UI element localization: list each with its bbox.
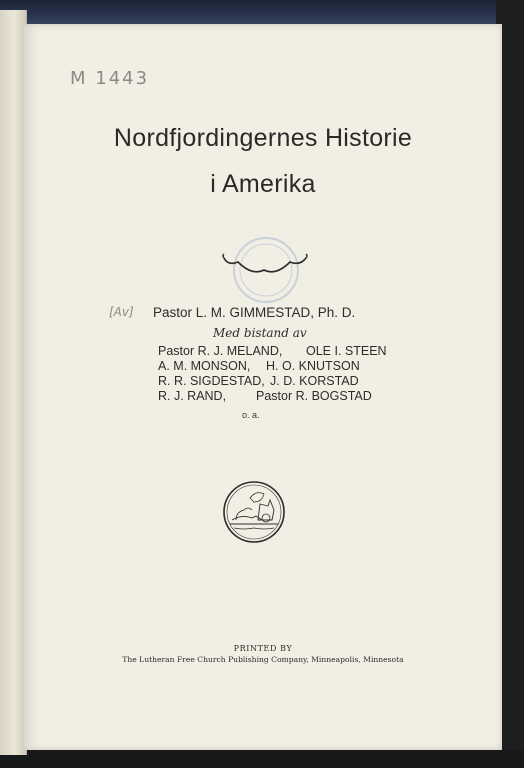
contributor-right: Pastor R. BOGSTAD: [256, 389, 372, 403]
contributor-left: R. J. RAND,: [158, 389, 227, 403]
others-abbreviation: o. a.: [242, 410, 260, 420]
author-name: Pastor L. M. GIMMESTAD, Ph. D.: [153, 305, 356, 320]
publisher-logo-icon: [222, 480, 286, 544]
book-title-line-2: i Amerika: [210, 170, 316, 198]
imprint-publisher: The Lutheran Free Church Publishing Company, Minneapolis, Minnesota: [122, 655, 404, 664]
book-cover-top-edge: [0, 0, 524, 26]
handwritten-author-bracket: [Av]: [109, 305, 134, 319]
book-cover-bottom-edge: [0, 750, 524, 768]
ornament-with-library-stamp: [218, 236, 310, 306]
contributor-right: OLE I. STEEN: [306, 344, 387, 358]
contributor-left: R. R. SIGDESTAD,: [158, 374, 265, 388]
library-stamp-icon: [234, 238, 298, 302]
book-spine: [0, 10, 27, 755]
imprint-printed-by: PRINTED BY: [233, 644, 293, 653]
contributor-right: H. O. KNUTSON: [266, 359, 360, 373]
contributor-left: A. M. MONSON,: [158, 359, 251, 373]
contributor-right: J. D. KORSTAD: [270, 374, 359, 388]
title-page: [24, 24, 502, 750]
book-title-line-1: Nordfjordingernes Historie: [113, 124, 413, 152]
catalog-handwritten-mark: M 1443: [70, 68, 150, 89]
contributor-left: Pastor R. J. MELAND,: [158, 344, 283, 358]
assistance-label: Med bistand av: [213, 326, 307, 340]
